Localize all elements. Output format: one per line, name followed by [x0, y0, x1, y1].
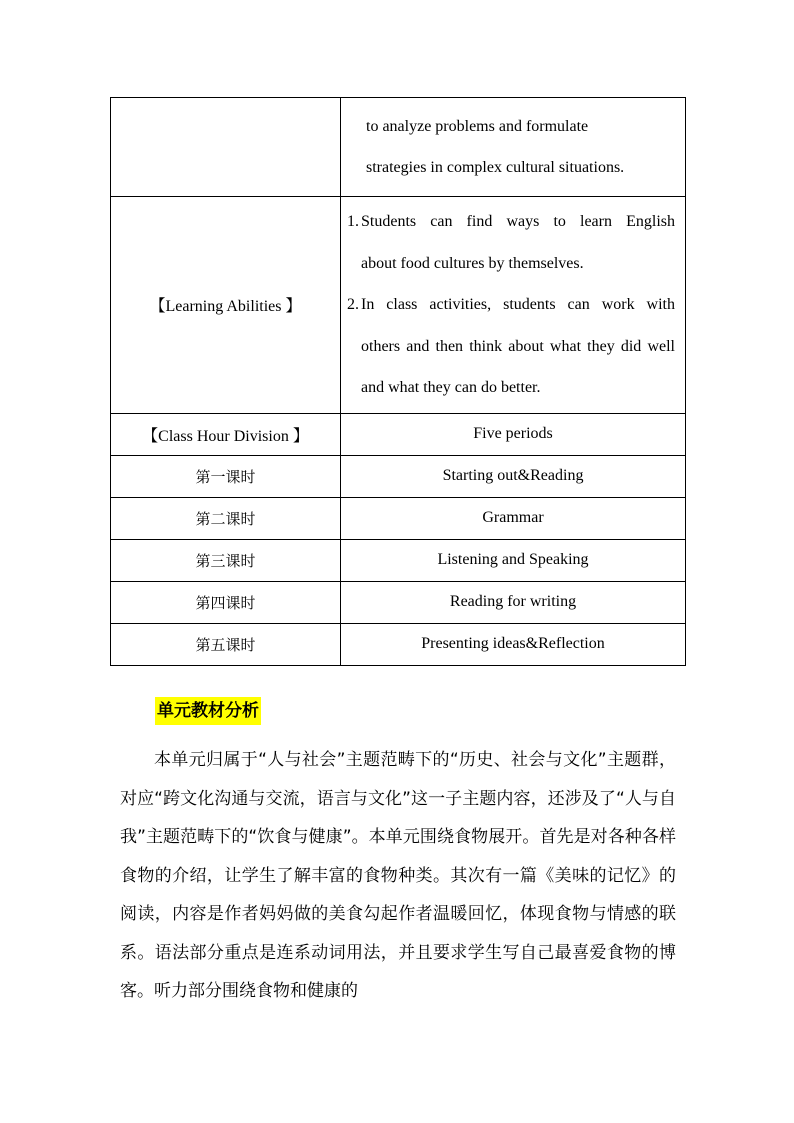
period-label: 第三课时 — [111, 539, 341, 581]
list-item-number: 1. — [347, 213, 359, 230]
cross-cultural-ability-text — [341, 98, 685, 196]
period-value: Reading for writing — [341, 581, 686, 623]
text-line: strategies in complex cultural situations. — [366, 159, 625, 176]
class-hour-label: 【Class Hour Division 】 — [111, 413, 341, 455]
list-item-continuation: about food cultures by themselves. — [361, 254, 584, 272]
period-label: 第一课时 — [111, 455, 341, 497]
list-item-first-line: Students can find ways to learn English — [361, 213, 675, 230]
list-item-number: 2. — [347, 296, 359, 313]
period-value: Presenting ideas&Reflection — [341, 623, 686, 665]
text-line: to analyze problems and formulate — [366, 118, 589, 135]
table-cell — [341, 98, 686, 197]
list-item-first-line: In class activities, students can work with — [361, 296, 675, 313]
table-row-period — [111, 581, 686, 623]
period-label: 第五课时 — [111, 623, 341, 665]
table-row-period — [111, 539, 686, 581]
list-item-text — [361, 284, 675, 409]
class-hour-value: Five periods — [341, 413, 686, 455]
table-cell — [341, 197, 686, 414]
period-value: Grammar — [341, 497, 686, 539]
table-row-period — [111, 455, 686, 497]
unit-plan-table — [110, 97, 686, 666]
period-label: 第四课时 — [111, 581, 341, 623]
table-row-class-hour — [111, 413, 686, 455]
list-item — [347, 284, 675, 409]
table-row — [111, 98, 686, 197]
list-item-continuation: others and then think about what they did well and what they can do better. — [361, 337, 675, 396]
analysis-paragraph: 本单元归属于“人与社会”主题范畴下的“历史、社会与文化”主题群，对应“跨文化沟通与交流，语言与文化”这一子主题内容，还涉及了“人与自我”主题范畴下的“饮食与健康”。本单元围绕食物展开。首先是对各种各样食物的介绍，让学生了解丰富的食物种类。其次有一篇《美味的记忆》的阅读，内容是作者妈妈做的美食勾起作者温暖回忆，体现食物与情感的联系。语法部分重点是连系动词用法，并且要求学生写自己最喜爱食物的博客。听力部分围绕食物和健康的 — [120, 750, 676, 1001]
period-value: Listening and Speaking — [341, 539, 686, 581]
table-row-period — [111, 497, 686, 539]
learning-abilities-list — [341, 197, 685, 413]
table-row-period — [111, 623, 686, 665]
list-item-text — [361, 201, 675, 284]
learning-abilities-label: 【Learning Abilities 】 — [111, 197, 341, 414]
period-value: Starting out&Reading — [341, 455, 686, 497]
section-heading: 单元教材分析 — [155, 697, 261, 725]
table-row-learning-abilities — [111, 197, 686, 414]
list-item — [347, 201, 675, 284]
table-cell-empty — [111, 98, 341, 197]
period-label: 第二课时 — [111, 497, 341, 539]
